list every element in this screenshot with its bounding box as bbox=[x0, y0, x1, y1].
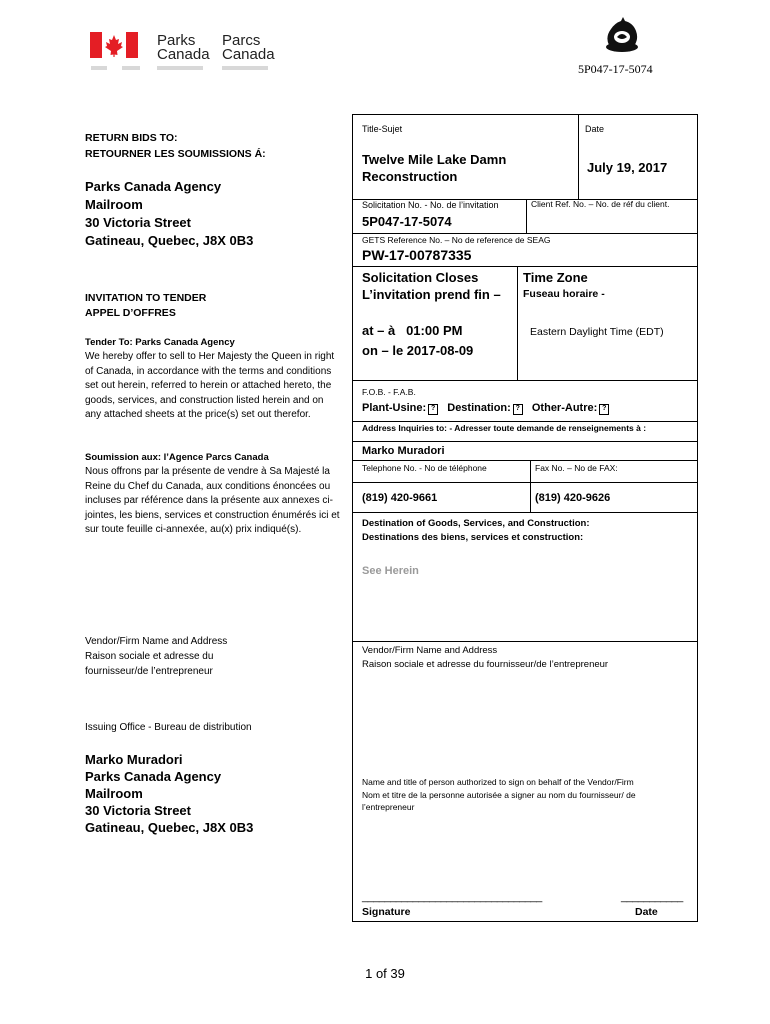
address-line: Marko Muradori bbox=[85, 752, 183, 767]
fob-label: F.O.B. - F.A.B. bbox=[362, 387, 416, 397]
authorized-line: Name and title of person authorized to sign on behalf of the Vendor/Firm bbox=[362, 777, 634, 787]
signature-date-line[interactable]: ___________ bbox=[621, 891, 683, 903]
solicitation-value: 5P047-17-5074 bbox=[362, 214, 452, 229]
contact-name: Marko Muradori bbox=[362, 445, 445, 457]
other-checkbox[interactable]: ? bbox=[599, 404, 609, 415]
address-line: 30 Victoria Street bbox=[85, 215, 191, 230]
return-address bbox=[85, 178, 253, 250]
inquiries-label: Address Inquiries to: - Adresser toute demande de renseignements à : bbox=[362, 423, 647, 433]
invitation-fr: APPEL D’OFFRES bbox=[85, 307, 176, 319]
closing-time: at – à 01:00 PM bbox=[362, 323, 463, 338]
address-line: Parks Canada Agency bbox=[85, 769, 222, 784]
date-value: July 19, 2017 bbox=[587, 160, 668, 175]
other-label: Other-Autre: bbox=[531, 402, 598, 414]
logo-canada-fr: Canada bbox=[222, 46, 275, 63]
soumission-title: Soumission aux: l’Agence Parcs Canada bbox=[85, 452, 269, 463]
logo-parks: Parks bbox=[157, 32, 196, 49]
solicitation-label: Solicitation No. - No. de l’invitation bbox=[362, 200, 499, 210]
date-label: Date bbox=[585, 124, 605, 134]
client-ref-label: Client Ref. No. – No. de réf du client. bbox=[531, 199, 670, 209]
address-line: Parks Canada Agency bbox=[85, 179, 222, 194]
tender-to-body: We hereby offer to sell to Her Majesty the Queen in right of Canada, in accordance with the terms and conditions set out herein, referred to herein or attached hereto, the goods, services, and construction listed herein and on any attached sheets at the price(s) set out therefor. bbox=[85, 351, 335, 420]
address-line: Mailroom bbox=[85, 197, 143, 212]
logo-faint-mark bbox=[91, 66, 107, 70]
destination-checkbox[interactable]: ? bbox=[513, 404, 523, 415]
issuing-address bbox=[85, 751, 253, 836]
destination-goods-fr: Destinations des biens, services et construction: bbox=[362, 532, 584, 543]
timezone-en: Time Zone bbox=[523, 270, 588, 285]
phone-label: Telephone No. - No de téléphone bbox=[362, 463, 487, 473]
tender-to-title: Tender To: Parks Canada Agency bbox=[85, 337, 235, 348]
address-line: Gatineau, Quebec, J8X 0B3 bbox=[85, 233, 254, 248]
soumission-body: Nous offrons par la présente de vendre à Sa Majesté la Reine du Chef du Canada, aux conditions énoncées ou incluses par référence dans la présente aux annexes ci-jointes, les biens, services et construction énumérés ici et sur toute feuille ci-annexée, au(x) prix indiqué(s). bbox=[85, 466, 340, 535]
logo-canada-en: Canada bbox=[157, 46, 210, 63]
soumission-section bbox=[85, 450, 340, 538]
issuing-office-label: Issuing Office - Bureau de distribution bbox=[85, 722, 252, 733]
signature-date-label: Date bbox=[635, 906, 658, 918]
vendor-label-line: fournisseur/de l’entrepreneur bbox=[85, 666, 213, 677]
reference-number: 5P047-17-5074 bbox=[578, 62, 653, 76]
closing-date: on – le 2017-08-09 bbox=[362, 343, 474, 358]
logo-faint-mark bbox=[222, 66, 268, 70]
page-number: 1 of 39 bbox=[365, 966, 405, 981]
destination-label: Destination: bbox=[447, 402, 511, 414]
fax-label: Fax No. – No de FAX: bbox=[535, 463, 618, 473]
canada-flag-icon bbox=[90, 32, 138, 58]
beaver-emblem-icon bbox=[601, 15, 643, 57]
return-bids-fr: RETOURNER LES SOUMISSIONS Á: bbox=[85, 148, 266, 160]
plant-checkbox[interactable]: ? bbox=[428, 404, 438, 415]
authorized-line: Nom et titre de la personne autorisée a signer au nom du fournisseur/ de bbox=[362, 789, 636, 800]
fax-value: (819) 420-9626 bbox=[535, 492, 611, 504]
see-herein: See Herein bbox=[362, 565, 419, 577]
vendor-label-left bbox=[85, 634, 227, 679]
logo-faint-mark bbox=[157, 66, 203, 70]
address-line: Gatineau, Quebec, J8X 0B3 bbox=[85, 820, 254, 835]
address-line: Mailroom bbox=[85, 786, 143, 801]
destination-goods bbox=[362, 517, 590, 545]
vendor-label-line: Vendor/Firm Name and Address bbox=[85, 636, 228, 647]
address-line: 30 Victoria Street bbox=[85, 803, 191, 818]
title-label: Title-Sujet bbox=[362, 124, 403, 134]
tender-to-section bbox=[85, 335, 340, 423]
gets-label: GETS Reference No. – No de reference de SEAG bbox=[362, 235, 551, 245]
return-bids-en: RETURN BIDS TO: bbox=[85, 132, 178, 144]
vendor-label-line: Raison sociale et adresse du bbox=[85, 651, 214, 662]
logo-parcs: Parcs bbox=[222, 32, 261, 49]
invitation-en: INVITATION TO TENDER bbox=[85, 292, 207, 304]
title-value-line: Twelve Mile Lake Damn bbox=[362, 152, 507, 167]
signature-line[interactable]: ________________________________ bbox=[362, 891, 542, 903]
vendor-label-right bbox=[362, 644, 608, 672]
authorized-person-label bbox=[362, 776, 636, 814]
title-value-line: Reconstruction bbox=[362, 169, 458, 184]
closes-fr: L’invitation prend fin – bbox=[362, 287, 501, 302]
logo-faint-mark bbox=[122, 66, 140, 70]
closes-en: Solicitation Closes bbox=[362, 270, 479, 285]
title-value bbox=[362, 151, 572, 185]
plant-label: Plant-Usine: bbox=[362, 402, 427, 414]
signature-label: Signature bbox=[362, 906, 411, 918]
phone-value: (819) 420-9661 bbox=[362, 492, 438, 504]
gets-value: PW-17-00787335 bbox=[362, 247, 472, 263]
timezone-value: Eastern Daylight Time (EDT) bbox=[530, 326, 664, 338]
vendor-label-en: Vendor/Firm Name and Address bbox=[362, 645, 498, 656]
authorized-line: l’entrepreneur bbox=[362, 802, 415, 812]
timezone-fr: Fuseau horaire - bbox=[523, 288, 605, 300]
vendor-label-fr: Raison sociale et adresse du fournisseur/de l’entrepreneur bbox=[362, 659, 609, 670]
tender-form-box bbox=[352, 114, 698, 922]
fob-options bbox=[362, 402, 609, 415]
destination-goods-en: Destination of Goods, Services, and Construction: bbox=[362, 518, 590, 529]
